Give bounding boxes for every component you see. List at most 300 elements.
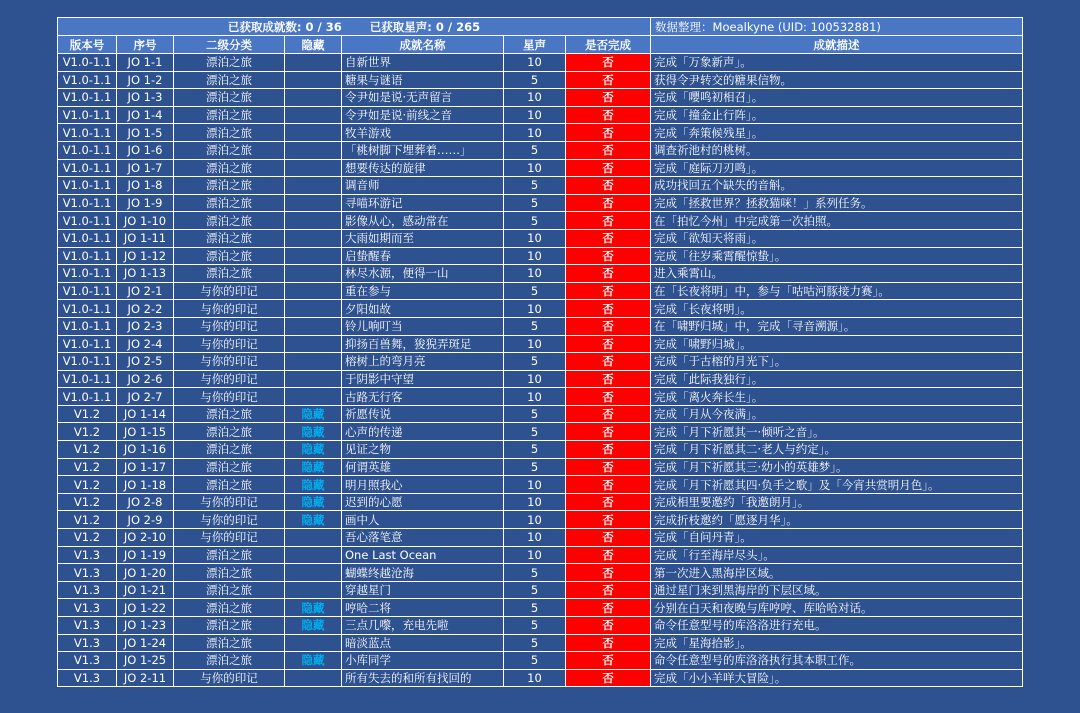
cell-category[interactable]: 与你的印记 bbox=[174, 529, 285, 547]
cell-hidden[interactable]: 隐藏 bbox=[285, 511, 342, 529]
cell-category[interactable]: 与你的印记 bbox=[174, 317, 285, 335]
cell-version[interactable]: V1.0-1.1 bbox=[58, 300, 117, 318]
cell-done-status[interactable]: 否 bbox=[566, 511, 651, 529]
cell-done-status[interactable]: 否 bbox=[566, 652, 651, 670]
table-row[interactable] bbox=[58, 141, 1023, 159]
cell-category[interactable]: 漂泊之旅 bbox=[174, 458, 285, 476]
cell-done-status[interactable]: 否 bbox=[566, 300, 651, 318]
cell-version[interactable]: V1.0-1.1 bbox=[58, 317, 117, 335]
cell-name[interactable]: 所有失去的和所有找回的 bbox=[342, 669, 504, 687]
table-row[interactable] bbox=[58, 89, 1023, 107]
cell-name[interactable]: 糖果与谜语 bbox=[342, 71, 504, 89]
cell-id[interactable]: JO 1-23 bbox=[117, 617, 174, 635]
table-row[interactable] bbox=[58, 388, 1023, 406]
cell-description[interactable]: 分别在白天和夜晚与库哼哼、库哈哈对话。 bbox=[651, 599, 1023, 617]
cell-name[interactable]: 寻喵环游记 bbox=[342, 194, 504, 212]
table-row[interactable] bbox=[58, 71, 1023, 89]
table-row[interactable] bbox=[58, 652, 1023, 670]
cell-id[interactable]: JO 1-22 bbox=[117, 599, 174, 617]
cell-version[interactable]: V1.3 bbox=[58, 599, 117, 617]
cell-version[interactable]: V1.2 bbox=[58, 493, 117, 511]
table-row[interactable] bbox=[58, 599, 1023, 617]
cell-name[interactable]: 自新世界 bbox=[342, 54, 504, 72]
cell-description[interactable]: 完成折枝邀约「愿逐月华」。 bbox=[651, 511, 1023, 529]
cell-description[interactable]: 完成「往岁乘霄醒惊蛰」。 bbox=[651, 247, 1023, 265]
cell-done-status[interactable]: 否 bbox=[566, 159, 651, 177]
cell-description[interactable]: 完成「长夜将明」。 bbox=[651, 300, 1023, 318]
cell-id[interactable]: JO 1-16 bbox=[117, 441, 174, 459]
cell-hidden[interactable] bbox=[285, 388, 342, 406]
cell-version[interactable]: V1.2 bbox=[58, 423, 117, 441]
table-row[interactable] bbox=[58, 529, 1023, 547]
cell-done-status[interactable]: 否 bbox=[566, 564, 651, 582]
cell-category[interactable]: 与你的印记 bbox=[174, 282, 285, 300]
cell-description[interactable]: 完成「月下祈愿其二·老人与约定」。 bbox=[651, 441, 1023, 459]
cell-name[interactable]: One Last Ocean bbox=[342, 546, 504, 564]
cell-id[interactable]: JO 1-13 bbox=[117, 265, 174, 283]
cell-hidden[interactable] bbox=[285, 335, 342, 353]
header-id[interactable]: 序号 bbox=[117, 36, 174, 54]
cell-version[interactable]: V1.0-1.1 bbox=[58, 124, 117, 142]
cell-hidden[interactable]: 隐藏 bbox=[285, 405, 342, 423]
cell-id[interactable]: JO 1-3 bbox=[117, 89, 174, 107]
cell-hidden[interactable] bbox=[285, 141, 342, 159]
cell-category[interactable]: 与你的印记 bbox=[174, 511, 285, 529]
cell-description[interactable]: 完成「星海拾影」。 bbox=[651, 634, 1023, 652]
header-description[interactable]: 成就描述 bbox=[651, 36, 1023, 54]
cell-stars[interactable]: 5 bbox=[504, 212, 566, 230]
cell-stars[interactable]: 10 bbox=[504, 300, 566, 318]
cell-id[interactable]: JO 1-4 bbox=[117, 106, 174, 124]
cell-id[interactable]: JO 1-2 bbox=[117, 71, 174, 89]
table-row[interactable] bbox=[58, 405, 1023, 423]
cell-hidden[interactable] bbox=[285, 370, 342, 388]
cell-version[interactable]: V1.0-1.1 bbox=[58, 353, 117, 371]
cell-name[interactable]: 夕阳如故 bbox=[342, 300, 504, 318]
cell-name[interactable]: 暗淡蓝点 bbox=[342, 634, 504, 652]
cell-description[interactable]: 完成「拯救世界？拯救猫咪！」系列任务。 bbox=[651, 194, 1023, 212]
cell-category[interactable]: 与你的印记 bbox=[174, 370, 285, 388]
cell-description[interactable]: 命令任意型号的库洛洛进行充电。 bbox=[651, 617, 1023, 635]
table-row[interactable] bbox=[58, 423, 1023, 441]
cell-id[interactable]: JO 1-18 bbox=[117, 476, 174, 494]
cell-hidden[interactable] bbox=[285, 194, 342, 212]
cell-name[interactable]: 林尽水源，便得一山 bbox=[342, 265, 504, 283]
cell-description[interactable]: 完成「欲知天将雨」。 bbox=[651, 229, 1023, 247]
table-row[interactable] bbox=[58, 476, 1023, 494]
cell-stars[interactable]: 5 bbox=[504, 652, 566, 670]
cell-name[interactable]: 启蛰醒春 bbox=[342, 247, 504, 265]
cell-version[interactable]: V1.3 bbox=[58, 669, 117, 687]
cell-name[interactable]: 铃儿响叮当 bbox=[342, 317, 504, 335]
cell-hidden[interactable] bbox=[285, 546, 342, 564]
cell-hidden[interactable] bbox=[285, 212, 342, 230]
cell-name[interactable]: 蝴蝶终越沧海 bbox=[342, 564, 504, 582]
cell-id[interactable]: JO 1-8 bbox=[117, 177, 174, 195]
cell-stars[interactable]: 10 bbox=[504, 54, 566, 72]
cell-done-status[interactable]: 否 bbox=[566, 247, 651, 265]
cell-stars[interactable]: 10 bbox=[504, 124, 566, 142]
cell-done-status[interactable]: 否 bbox=[566, 405, 651, 423]
cell-description[interactable]: 完成「庭际刀刃鸣」。 bbox=[651, 159, 1023, 177]
cell-category[interactable]: 漂泊之旅 bbox=[174, 265, 285, 283]
cell-stars[interactable]: 5 bbox=[504, 599, 566, 617]
cell-version[interactable]: V1.0-1.1 bbox=[58, 54, 117, 72]
cell-name[interactable]: 小库同学 bbox=[342, 652, 504, 670]
cell-stars[interactable]: 10 bbox=[504, 229, 566, 247]
cell-name[interactable]: 画中人 bbox=[342, 511, 504, 529]
cell-version[interactable]: V1.0-1.1 bbox=[58, 71, 117, 89]
cell-id[interactable]: JO 1-17 bbox=[117, 458, 174, 476]
cell-done-status[interactable]: 否 bbox=[566, 54, 651, 72]
table-row[interactable] bbox=[58, 353, 1023, 371]
cell-version[interactable]: V1.2 bbox=[58, 458, 117, 476]
cell-stars[interactable]: 10 bbox=[504, 476, 566, 494]
cell-stars[interactable]: 10 bbox=[504, 546, 566, 564]
cell-name[interactable]: 令尹如是说·前线之音 bbox=[342, 106, 504, 124]
cell-name[interactable]: 于阴影中守望 bbox=[342, 370, 504, 388]
cell-hidden[interactable] bbox=[285, 89, 342, 107]
cell-hidden[interactable] bbox=[285, 265, 342, 283]
cell-id[interactable]: JO 1-6 bbox=[117, 141, 174, 159]
cell-description[interactable]: 完成「奔策候残星」。 bbox=[651, 124, 1023, 142]
cell-hidden[interactable] bbox=[285, 564, 342, 582]
cell-hidden[interactable] bbox=[285, 247, 342, 265]
cell-done-status[interactable]: 否 bbox=[566, 212, 651, 230]
cell-done-status[interactable]: 否 bbox=[566, 388, 651, 406]
cell-name[interactable]: 见证之物 bbox=[342, 441, 504, 459]
cell-version[interactable]: V1.0-1.1 bbox=[58, 159, 117, 177]
cell-hidden[interactable] bbox=[285, 317, 342, 335]
table-row[interactable] bbox=[58, 511, 1023, 529]
table-row[interactable] bbox=[58, 617, 1023, 635]
header-stars[interactable]: 星声 bbox=[504, 36, 566, 54]
cell-name[interactable]: 祈愿传说 bbox=[342, 405, 504, 423]
cell-description[interactable]: 完成「嚶鸣初相召」。 bbox=[651, 89, 1023, 107]
cell-category[interactable]: 漂泊之旅 bbox=[174, 247, 285, 265]
cell-done-status[interactable]: 否 bbox=[566, 370, 651, 388]
cell-description[interactable]: 通过星门来到黑海岸的下层区域。 bbox=[651, 581, 1023, 599]
cell-version[interactable]: V1.2 bbox=[58, 405, 117, 423]
cell-name[interactable]: 穿越星门 bbox=[342, 581, 504, 599]
cell-category[interactable]: 漂泊之旅 bbox=[174, 581, 285, 599]
cell-version[interactable]: V1.0-1.1 bbox=[58, 212, 117, 230]
table-row[interactable] bbox=[58, 282, 1023, 300]
cell-description[interactable]: 完成「撞金止行阵」。 bbox=[651, 106, 1023, 124]
table-row[interactable] bbox=[58, 335, 1023, 353]
cell-hidden[interactable]: 隐藏 bbox=[285, 476, 342, 494]
header-category[interactable]: 二级分类 bbox=[174, 36, 285, 54]
cell-stars[interactable]: 5 bbox=[504, 141, 566, 159]
cell-category[interactable]: 漂泊之旅 bbox=[174, 423, 285, 441]
cell-description[interactable]: 完成「月从今夜满」。 bbox=[651, 405, 1023, 423]
cell-id[interactable]: JO 1-24 bbox=[117, 634, 174, 652]
cell-done-status[interactable]: 否 bbox=[566, 141, 651, 159]
cell-hidden[interactable] bbox=[285, 159, 342, 177]
cell-name[interactable]: 迟到的心愿 bbox=[342, 493, 504, 511]
cell-stars[interactable]: 10 bbox=[504, 493, 566, 511]
cell-hidden[interactable] bbox=[285, 581, 342, 599]
cell-stars[interactable]: 10 bbox=[504, 106, 566, 124]
cell-name[interactable]: 吾心落笔意 bbox=[342, 529, 504, 547]
cell-description[interactable]: 完成「此际我独行」。 bbox=[651, 370, 1023, 388]
cell-description[interactable]: 完成「于古榕的月光下」。 bbox=[651, 353, 1023, 371]
cell-category[interactable]: 漂泊之旅 bbox=[174, 159, 285, 177]
cell-category[interactable]: 与你的印记 bbox=[174, 669, 285, 687]
table-row[interactable] bbox=[58, 581, 1023, 599]
table-row[interactable] bbox=[58, 247, 1023, 265]
cell-category[interactable]: 与你的印记 bbox=[174, 300, 285, 318]
cell-name[interactable]: 古路无行客 bbox=[342, 388, 504, 406]
cell-version[interactable]: V1.0-1.1 bbox=[58, 388, 117, 406]
cell-id[interactable]: JO 1-21 bbox=[117, 581, 174, 599]
cell-stars[interactable]: 5 bbox=[504, 405, 566, 423]
cell-id[interactable]: JO 1-5 bbox=[117, 124, 174, 142]
cell-id[interactable]: JO 1-12 bbox=[117, 247, 174, 265]
cell-description[interactable]: 获得令尹转交的糖果信物。 bbox=[651, 71, 1023, 89]
cell-version[interactable]: V1.0-1.1 bbox=[58, 229, 117, 247]
cell-version[interactable]: V1.2 bbox=[58, 441, 117, 459]
cell-id[interactable]: JO 1-1 bbox=[117, 54, 174, 72]
cell-description[interactable]: 进入乘霄山。 bbox=[651, 265, 1023, 283]
cell-version[interactable]: V1.3 bbox=[58, 617, 117, 635]
table-row[interactable] bbox=[58, 317, 1023, 335]
cell-stars[interactable]: 5 bbox=[504, 458, 566, 476]
cell-name[interactable]: 榕树上的弯月亮 bbox=[342, 353, 504, 371]
cell-hidden[interactable] bbox=[285, 54, 342, 72]
cell-version[interactable]: V1.2 bbox=[58, 511, 117, 529]
cell-category[interactable]: 漂泊之旅 bbox=[174, 564, 285, 582]
cell-version[interactable]: V1.3 bbox=[58, 634, 117, 652]
cell-done-status[interactable]: 否 bbox=[566, 458, 651, 476]
cell-done-status[interactable]: 否 bbox=[566, 581, 651, 599]
cell-hidden[interactable]: 隐藏 bbox=[285, 652, 342, 670]
cell-done-status[interactable]: 否 bbox=[566, 617, 651, 635]
cell-category[interactable]: 漂泊之旅 bbox=[174, 177, 285, 195]
cell-category[interactable]: 漂泊之旅 bbox=[174, 141, 285, 159]
cell-hidden[interactable] bbox=[285, 353, 342, 371]
cell-hidden[interactable] bbox=[285, 71, 342, 89]
cell-name[interactable]: 影像从心，感动常在 bbox=[342, 212, 504, 230]
cell-stars[interactable]: 5 bbox=[504, 617, 566, 635]
cell-done-status[interactable]: 否 bbox=[566, 599, 651, 617]
cell-description[interactable]: 命令任意型号的库洛洛执行其本职工作。 bbox=[651, 652, 1023, 670]
cell-hidden[interactable]: 隐藏 bbox=[285, 617, 342, 635]
cell-description[interactable]: 完成「自问丹青」。 bbox=[651, 529, 1023, 547]
cell-stars[interactable]: 10 bbox=[504, 335, 566, 353]
cell-id[interactable]: JO 1-9 bbox=[117, 194, 174, 212]
cell-id[interactable]: JO 1-25 bbox=[117, 652, 174, 670]
cell-done-status[interactable]: 否 bbox=[566, 441, 651, 459]
table-row[interactable] bbox=[58, 194, 1023, 212]
cell-version[interactable]: V1.3 bbox=[58, 581, 117, 599]
cell-category[interactable]: 漂泊之旅 bbox=[174, 617, 285, 635]
cell-hidden[interactable] bbox=[285, 634, 342, 652]
header-hidden[interactable]: 隐藏 bbox=[285, 36, 342, 54]
cell-done-status[interactable]: 否 bbox=[566, 194, 651, 212]
cell-done-status[interactable]: 否 bbox=[566, 106, 651, 124]
cell-stars[interactable]: 10 bbox=[504, 89, 566, 107]
cell-name[interactable]: 大雨如期而至 bbox=[342, 229, 504, 247]
cell-done-status[interactable]: 否 bbox=[566, 177, 651, 195]
cell-id[interactable]: JO 1-7 bbox=[117, 159, 174, 177]
cell-hidden[interactable]: 隐藏 bbox=[285, 599, 342, 617]
cell-done-status[interactable]: 否 bbox=[566, 634, 651, 652]
cell-description[interactable]: 完成「行至海岸尽头」。 bbox=[651, 546, 1023, 564]
table-row[interactable] bbox=[58, 265, 1023, 283]
cell-category[interactable]: 漂泊之旅 bbox=[174, 652, 285, 670]
cell-version[interactable]: V1.0-1.1 bbox=[58, 335, 117, 353]
cell-description[interactable]: 完成「月下祈愿其一·倾听之音」。 bbox=[651, 423, 1023, 441]
cell-stars[interactable]: 10 bbox=[504, 388, 566, 406]
cell-id[interactable]: JO 2-9 bbox=[117, 511, 174, 529]
cell-version[interactable]: V1.0-1.1 bbox=[58, 265, 117, 283]
table-row[interactable] bbox=[58, 159, 1023, 177]
cell-category[interactable]: 漂泊之旅 bbox=[174, 89, 285, 107]
cell-name[interactable]: 牧羊游戏 bbox=[342, 124, 504, 142]
cell-version[interactable]: V1.3 bbox=[58, 546, 117, 564]
cell-hidden[interactable] bbox=[285, 669, 342, 687]
cell-done-status[interactable]: 否 bbox=[566, 493, 651, 511]
cell-stars[interactable]: 10 bbox=[504, 529, 566, 547]
cell-hidden[interactable]: 隐藏 bbox=[285, 423, 342, 441]
table-row[interactable] bbox=[58, 370, 1023, 388]
cell-description[interactable]: 完成「月下祈愿其三·幼小的英雄梦」。 bbox=[651, 458, 1023, 476]
cell-stars[interactable]: 10 bbox=[504, 669, 566, 687]
cell-description[interactable]: 在「啸野归城」中，完成「寻音溯源」。 bbox=[651, 317, 1023, 335]
cell-done-status[interactable]: 否 bbox=[566, 335, 651, 353]
cell-stars[interactable]: 5 bbox=[504, 441, 566, 459]
cell-description[interactable]: 完成「离火奔长生」。 bbox=[651, 388, 1023, 406]
cell-description[interactable]: 第一次进入黑海岸区域。 bbox=[651, 564, 1023, 582]
cell-stars[interactable]: 5 bbox=[504, 194, 566, 212]
cell-description[interactable]: 完成「月下祈愿其四·负手之歌」及「今宵共赏明月色」。 bbox=[651, 476, 1023, 494]
cell-id[interactable]: JO 1-20 bbox=[117, 564, 174, 582]
cell-hidden[interactable]: 隐藏 bbox=[285, 441, 342, 459]
cell-version[interactable]: V1.2 bbox=[58, 476, 117, 494]
cell-category[interactable]: 漂泊之旅 bbox=[174, 124, 285, 142]
cell-category[interactable]: 漂泊之旅 bbox=[174, 634, 285, 652]
cell-id[interactable]: JO 1-15 bbox=[117, 423, 174, 441]
cell-version[interactable]: V1.0-1.1 bbox=[58, 177, 117, 195]
cell-category[interactable]: 漂泊之旅 bbox=[174, 405, 285, 423]
table-row[interactable] bbox=[58, 669, 1023, 687]
cell-version[interactable]: V1.0-1.1 bbox=[58, 247, 117, 265]
table-row[interactable] bbox=[58, 493, 1023, 511]
cell-hidden[interactable] bbox=[285, 177, 342, 195]
cell-stars[interactable]: 5 bbox=[504, 71, 566, 89]
cell-done-status[interactable]: 否 bbox=[566, 71, 651, 89]
cell-version[interactable]: V1.0-1.1 bbox=[58, 194, 117, 212]
cell-version[interactable]: V1.0-1.1 bbox=[58, 106, 117, 124]
cell-version[interactable]: V1.0-1.1 bbox=[58, 89, 117, 107]
cell-name[interactable]: 抑扬百兽舞，狻猊弄斑足 bbox=[342, 335, 504, 353]
cell-done-status[interactable]: 否 bbox=[566, 265, 651, 283]
cell-done-status[interactable]: 否 bbox=[566, 529, 651, 547]
cell-done-status[interactable]: 否 bbox=[566, 229, 651, 247]
cell-hidden[interactable] bbox=[285, 529, 342, 547]
cell-name[interactable]: 想要传达的旋律 bbox=[342, 159, 504, 177]
cell-id[interactable]: JO 1-10 bbox=[117, 212, 174, 230]
cell-id[interactable]: JO 2-7 bbox=[117, 388, 174, 406]
cell-name[interactable]: 哼哈二将 bbox=[342, 599, 504, 617]
cell-description[interactable]: 在「长夜将明」中，参与「咕咕河豚接力赛」。 bbox=[651, 282, 1023, 300]
cell-id[interactable]: JO 2-11 bbox=[117, 669, 174, 687]
cell-stars[interactable]: 10 bbox=[504, 511, 566, 529]
cell-hidden[interactable]: 隐藏 bbox=[285, 458, 342, 476]
cell-description[interactable]: 完成「啸野归城」。 bbox=[651, 335, 1023, 353]
cell-stars[interactable]: 5 bbox=[504, 177, 566, 195]
cell-done-status[interactable]: 否 bbox=[566, 317, 651, 335]
cell-stars[interactable]: 5 bbox=[504, 353, 566, 371]
cell-description[interactable]: 完成相里要邀约「我邀朗月」。 bbox=[651, 493, 1023, 511]
cell-version[interactable]: V1.0-1.1 bbox=[58, 370, 117, 388]
cell-stars[interactable]: 10 bbox=[504, 370, 566, 388]
table-row[interactable] bbox=[58, 458, 1023, 476]
cell-id[interactable]: JO 2-2 bbox=[117, 300, 174, 318]
cell-done-status[interactable]: 否 bbox=[566, 124, 651, 142]
cell-description[interactable]: 在「拍忆今州」中完成第一次拍照。 bbox=[651, 212, 1023, 230]
cell-category[interactable]: 漂泊之旅 bbox=[174, 212, 285, 230]
cell-id[interactable]: JO 2-4 bbox=[117, 335, 174, 353]
cell-category[interactable]: 漂泊之旅 bbox=[174, 229, 285, 247]
cell-description[interactable]: 完成「小小羊咩大冒险」。 bbox=[651, 669, 1023, 687]
cell-name[interactable]: 令尹如是说·无声留言 bbox=[342, 89, 504, 107]
cell-stars[interactable]: 5 bbox=[504, 634, 566, 652]
cell-stars[interactable]: 5 bbox=[504, 423, 566, 441]
cell-category[interactable]: 与你的印记 bbox=[174, 335, 285, 353]
cell-description[interactable]: 成功找回五个缺失的音斛。 bbox=[651, 177, 1023, 195]
cell-category[interactable]: 漂泊之旅 bbox=[174, 599, 285, 617]
cell-version[interactable]: V1.0-1.1 bbox=[58, 282, 117, 300]
table-row[interactable] bbox=[58, 546, 1023, 564]
table-row[interactable] bbox=[58, 634, 1023, 652]
cell-id[interactable]: JO 2-6 bbox=[117, 370, 174, 388]
cell-description[interactable]: 完成「万象新声」。 bbox=[651, 54, 1023, 72]
cell-version[interactable]: V1.0-1.1 bbox=[58, 141, 117, 159]
cell-hidden[interactable] bbox=[285, 229, 342, 247]
table-row[interactable] bbox=[58, 441, 1023, 459]
cell-name[interactable]: 三点几嚟，充电先啦 bbox=[342, 617, 504, 635]
cell-hidden[interactable] bbox=[285, 106, 342, 124]
cell-name[interactable]: 何谓英雄 bbox=[342, 458, 504, 476]
cell-name[interactable]: 调音师 bbox=[342, 177, 504, 195]
cell-id[interactable]: JO 2-3 bbox=[117, 317, 174, 335]
cell-version[interactable]: V1.3 bbox=[58, 564, 117, 582]
cell-done-status[interactable]: 否 bbox=[566, 669, 651, 687]
cell-hidden[interactable] bbox=[285, 124, 342, 142]
cell-done-status[interactable]: 否 bbox=[566, 476, 651, 494]
header-done[interactable]: 是否完成 bbox=[566, 36, 651, 54]
cell-done-status[interactable]: 否 bbox=[566, 546, 651, 564]
cell-stars[interactable]: 5 bbox=[504, 317, 566, 335]
cell-description[interactable]: 调查祈池村的桃树。 bbox=[651, 141, 1023, 159]
header-version[interactable]: 版本号 bbox=[58, 36, 117, 54]
cell-hidden[interactable] bbox=[285, 282, 342, 300]
cell-stars[interactable]: 5 bbox=[504, 581, 566, 599]
header-name[interactable]: 成就名称 bbox=[342, 36, 504, 54]
cell-category[interactable]: 与你的印记 bbox=[174, 388, 285, 406]
cell-stars[interactable]: 10 bbox=[504, 265, 566, 283]
cell-category[interactable]: 漂泊之旅 bbox=[174, 54, 285, 72]
cell-id[interactable]: JO 2-1 bbox=[117, 282, 174, 300]
table-row[interactable] bbox=[58, 54, 1023, 72]
cell-id[interactable]: JO 1-19 bbox=[117, 546, 174, 564]
cell-name[interactable]: 重在参与 bbox=[342, 282, 504, 300]
cell-stars[interactable]: 10 bbox=[504, 159, 566, 177]
table-row[interactable] bbox=[58, 177, 1023, 195]
cell-category[interactable]: 漂泊之旅 bbox=[174, 546, 285, 564]
